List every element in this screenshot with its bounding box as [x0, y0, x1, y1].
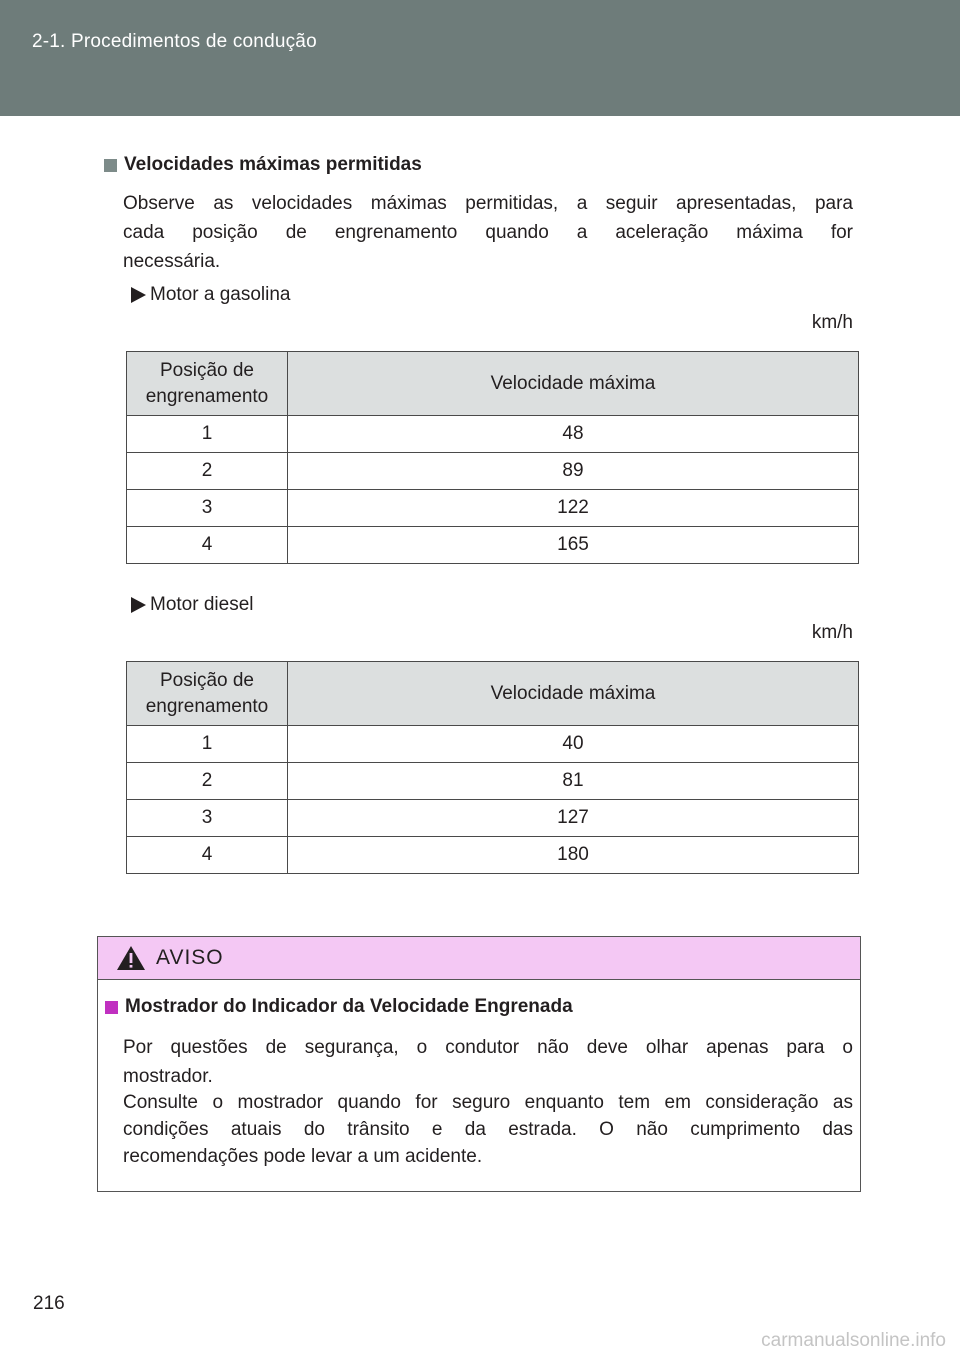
triangle-pointer-icon	[131, 597, 146, 613]
column-header-speed: Velocidade máxima	[288, 662, 859, 726]
section-heading-text: Velocidades máximas permitidas	[124, 154, 422, 175]
speed-cell: 40	[288, 726, 859, 763]
watermark: carmanualsonline.info	[761, 1330, 946, 1351]
gear-cell: 1	[127, 726, 288, 763]
unit-label: km/h	[811, 312, 853, 333]
warning-line-5: recomendações pode levar a um acidente.	[123, 1146, 483, 1167]
table-row	[127, 490, 859, 527]
gear-cell: 3	[127, 800, 288, 837]
gear-cell: 4	[127, 527, 288, 564]
gear-cell: 1	[127, 416, 288, 453]
warning-header	[98, 937, 860, 980]
warning-subheading-text: Mostrador do Indicador da Velocidade Engrenada	[125, 996, 573, 1017]
table-label-text: Motor a gasolina	[150, 284, 291, 305]
square-bullet-icon	[104, 159, 117, 172]
triangle-pointer-icon	[131, 287, 146, 303]
gear-cell: 2	[127, 763, 288, 800]
speed-cell: 127	[288, 800, 859, 837]
warning-triangle-icon	[116, 945, 146, 971]
table-label-gasoline	[131, 284, 290, 306]
warning-subheading	[105, 996, 573, 1018]
intro-line-1: Observe as velocidades máximas permitidas, a seguir apresentadas, para	[123, 193, 853, 214]
intro-line-3: necessária.	[123, 251, 221, 272]
table-row	[127, 763, 859, 800]
chapter-title: 2-1. Procedimentos de condução	[32, 31, 317, 52]
unit-label: km/h	[811, 622, 853, 643]
table-row	[127, 726, 859, 763]
table-label-diesel	[131, 594, 254, 616]
warning-line-2: mostrador.	[123, 1066, 213, 1087]
table-row	[127, 527, 859, 564]
intro-line-2: cada posição de engrenamento quando a aceleração máxima for	[123, 222, 853, 243]
table-header-row	[127, 352, 859, 416]
warning-box	[97, 936, 861, 1192]
table-row	[127, 800, 859, 837]
speed-table-diesel	[126, 661, 859, 874]
page-header	[0, 0, 960, 116]
table-header-row	[127, 662, 859, 726]
speed-cell: 48	[288, 416, 859, 453]
speed-cell: 180	[288, 837, 859, 874]
section-heading	[104, 154, 422, 176]
column-header-gear: Posição de engrenamento	[127, 352, 288, 416]
speed-table-gasoline	[126, 351, 859, 564]
column-header-gear: Posição de engrenamento	[127, 662, 288, 726]
column-header-speed: Velocidade máxima	[288, 352, 859, 416]
warning-line-3: Consulte o mostrador quando for seguro enquanto tem em consideração as	[123, 1092, 853, 1113]
page-number: 216	[33, 1293, 65, 1314]
warning-title: AVISO	[156, 946, 224, 969]
warning-line-1: Por questões de segurança, o condutor não deve olhar apenas para o	[123, 1037, 853, 1058]
speed-cell: 81	[288, 763, 859, 800]
speed-cell: 165	[288, 527, 859, 564]
gear-cell: 3	[127, 490, 288, 527]
table-label-text: Motor diesel	[150, 594, 254, 615]
warning-line-4: condições atuais do trânsito e da estrada. O não cumprimento das	[123, 1119, 853, 1140]
square-bullet-icon	[105, 1001, 118, 1014]
speed-cell: 122	[288, 490, 859, 527]
table-row	[127, 453, 859, 490]
table-row	[127, 837, 859, 874]
speed-cell: 89	[288, 453, 859, 490]
gear-cell: 4	[127, 837, 288, 874]
table-row	[127, 416, 859, 453]
gear-cell: 2	[127, 453, 288, 490]
